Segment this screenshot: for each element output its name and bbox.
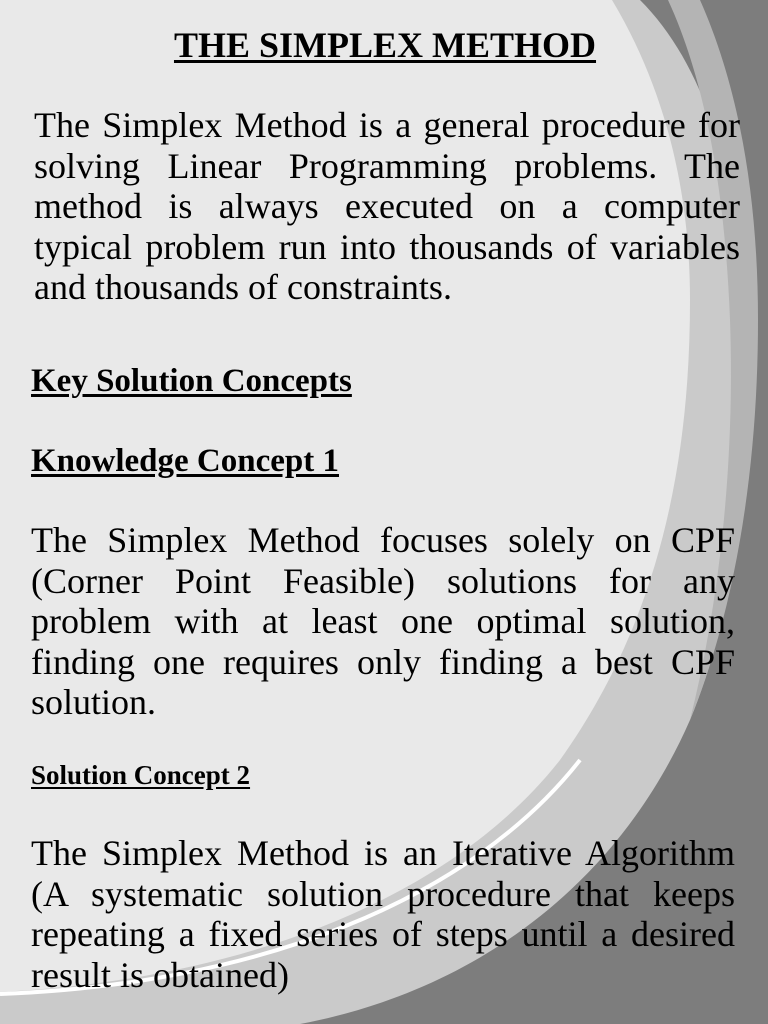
concept2-paragraph: The Simplex Method is an Iterative Algorithm (A systematic solution procedure that keeps repeating a fixed series of steps until a desired result is obtained): [31, 833, 735, 995]
page-title: THE SIMPLEX METHOD: [173, 25, 597, 65]
concept1-heading: Knowledge Concept 1: [31, 443, 339, 479]
concept1-paragraph: The Simplex Method focuses solely on CPF (Corner Point Feasible) solutions for any problem with at least one optimal solution, finding one requires only finding a best CPF solution.: [31, 520, 735, 722]
concept2-heading: Solution Concept 2: [31, 760, 251, 790]
key-concepts-heading: Key Solution Concepts: [31, 363, 352, 399]
intro-paragraph: The Simplex Method is a general procedure for solving Linear Programming problems. The method is always executed on a computer typical problem run into thousands of variables and thousands of constraints.: [34, 105, 740, 307]
